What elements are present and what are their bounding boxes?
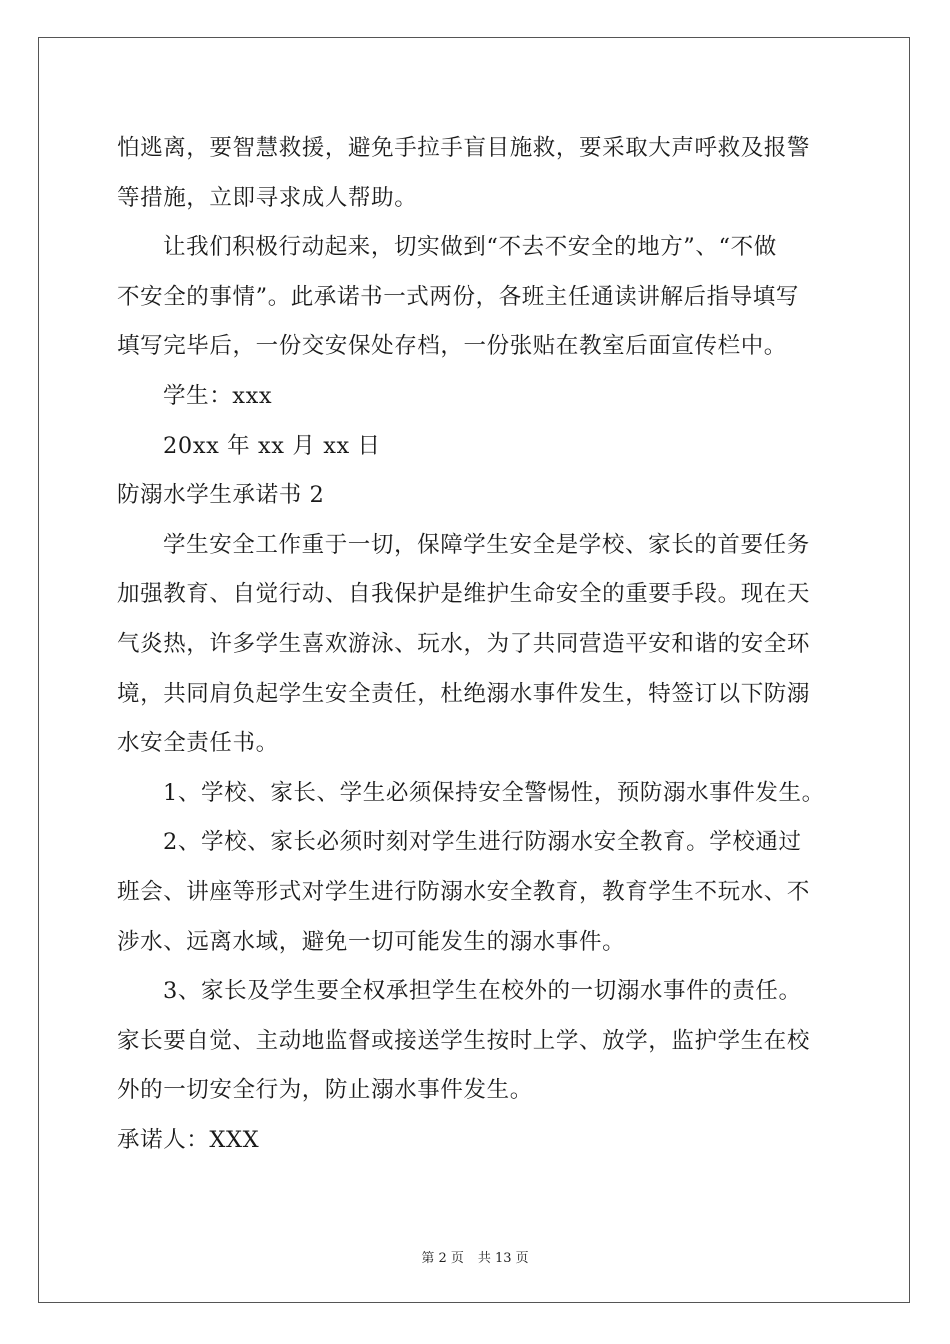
text-line: 境，共同肩负起学生安全责任，杜绝溺水事件发生，特签订以下防溺 [117, 680, 811, 707]
text-line: 承诺人：XXX [117, 1126, 260, 1153]
text-line: 填写完毕后，一份交安保处存档，一份张贴在教室后面宣传栏中。 [117, 333, 787, 360]
page-number: 第 2 页 [421, 1251, 464, 1266]
text-line: 家长要自觉、主动地监督或接送学生按时上学、放学，监护学生在校 [117, 1027, 811, 1054]
text-line: 气炎热，许多学生喜欢游泳、玩水，为了共同营造平安和谐的安全环 [117, 630, 811, 657]
text-line: 让我们积极行动起来，切实做到“不去不安全的地方”、“不做 [163, 234, 777, 261]
text-line: 涉水、远离水域，避免一切可能发生的溺水事件。 [117, 928, 626, 955]
text-line: 1、学校、家长、学生必须保持安全警惕性，预防溺水事件发生。 [163, 779, 825, 806]
text-line: 等措施，立即寻求成人帮助。 [117, 184, 418, 211]
text-line: 加强教育、自觉行动、自我保护是维护生命安全的重要手段。现在天 [117, 581, 811, 608]
text-line: 怕逃离，要智慧救援，避免手拉手盲目施救，要采取大声呼救及报警 [117, 135, 811, 161]
text-line: 学生安全工作重于一切，保障学生安全是学校、家长的首要任务 [163, 531, 810, 558]
text-line: 不安全的事情”。此承诺书一式两份，各班主任通读讲解后指导填写 [117, 283, 800, 310]
text-line: 防溺水学生承诺书 2 [117, 482, 325, 509]
text-line: 水安全责任书。 [117, 730, 279, 757]
text-line: 2、学校、家长必须时刻对学生进行防溺水安全教育。学校通过 [163, 829, 802, 856]
document-body [117, 124, 837, 1165]
text-line: 学生：xxx [163, 382, 273, 409]
text-line: 3、家长及学生要全权承担学生在校外的一切溺水事件的责任。 [163, 978, 802, 1005]
text-line: 20xx 年 xx 月 xx 日 [163, 432, 381, 459]
page-total: 共 13 页 [477, 1251, 529, 1266]
text-line: 班会、讲座等形式对学生进行防溺水安全教育，教育学生不玩水、不 [117, 878, 811, 905]
page-footer [0, 1247, 950, 1266]
text-line: 外的一切安全行为，防止溺水事件发生。 [117, 1077, 533, 1104]
